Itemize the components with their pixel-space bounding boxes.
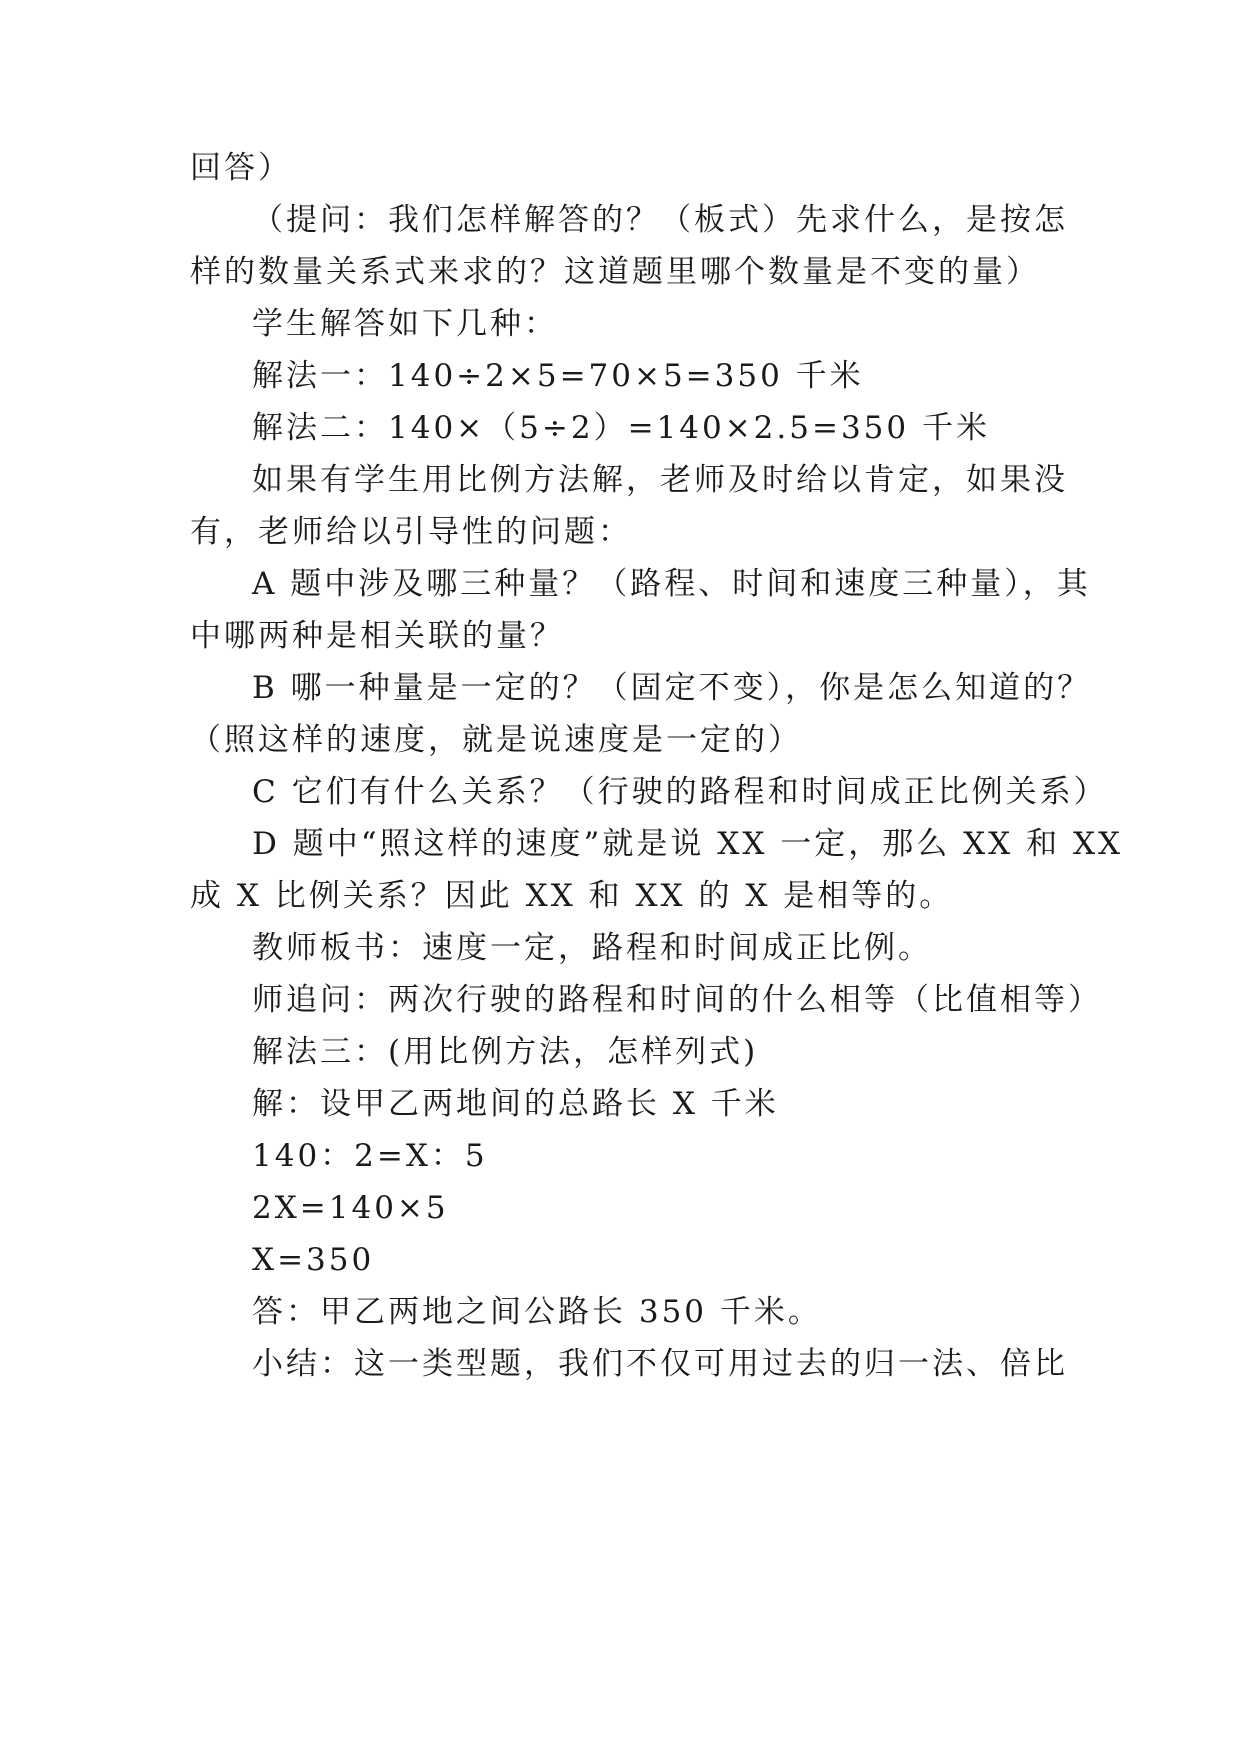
text-line: 学生解答如下几种： — [252, 306, 558, 342]
text-line: 解：设甲乙两地间的总路长 X 千米 — [252, 1086, 779, 1122]
text-line: 师追问：两次行驶的路程和时间的什么相等（比值相等） — [252, 982, 1102, 1018]
text-line: 解法二：140×（5÷2）=140×2.5=350 千米 — [252, 410, 990, 446]
text-line: 教师板书：速度一定，路程和时间成正比例。 — [252, 930, 932, 966]
text-line: 解法三：(用比例方法，怎样列式) — [252, 1034, 759, 1070]
text-line: A 题中涉及哪三种量？（路程、时间和速度三种量），其 — [252, 566, 1091, 602]
text-line: （照这样的速度，就是说速度是一定的） — [190, 722, 802, 758]
text-line: 如果有学生用比例方法解，老师及时给以肯定，如果没 — [252, 462, 1068, 498]
text-line: X=350 — [252, 1242, 375, 1278]
text-line: B 哪一种量是一定的？（固定不变），你是怎么知道的？ — [252, 670, 1092, 706]
text-line: 140：2=X：5 — [252, 1138, 488, 1174]
text-line: （提问：我们怎样解答的？（板式）先求什么，是按怎 — [252, 202, 1068, 238]
text-line: D 题中“照这样的速度”就是说 XX 一定，那么 XX 和 XX — [252, 826, 1124, 862]
text-line: 回答） — [190, 150, 292, 186]
text-line: 答：甲乙两地之间公路长 350 千米。 — [252, 1294, 822, 1330]
text-line: 2X=140×5 — [252, 1190, 449, 1226]
text-line: 小结：这一类型题，我们不仅可用过去的归一法、倍比 — [252, 1346, 1068, 1382]
text-line: 有，老师给以引导性的问题： — [190, 514, 632, 550]
text-line: C 它们有什么关系？（行驶的路程和时间成正比例关系） — [252, 774, 1108, 810]
text-line: 中哪两种是相关联的量？ — [190, 618, 564, 654]
text-line: 解法一：140÷2×5=70×5=350 千米 — [252, 358, 864, 394]
text-line: 成 X 比例关系？因此 XX 和 XX 的 X 是相等的。 — [190, 878, 954, 914]
text-line: 样的数量关系式来求的？这道题里哪个数量是不变的量） — [190, 254, 1040, 290]
